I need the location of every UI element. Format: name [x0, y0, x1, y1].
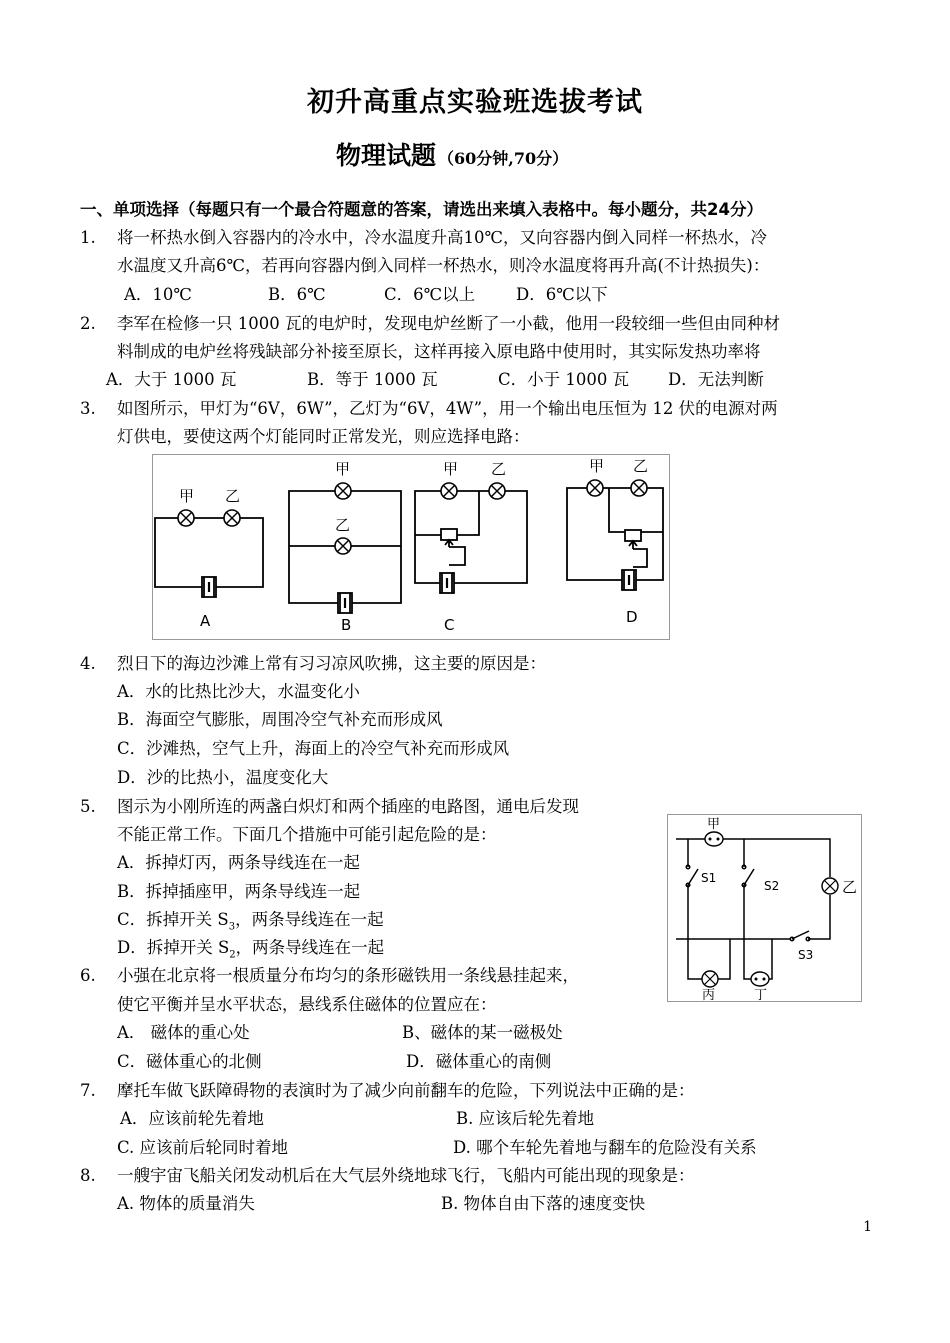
label-bing: 丙: [702, 988, 716, 1002]
q4-option-b: B．海面空气膨胀，周围冷空气补充而形成风: [117, 710, 443, 729]
q5-option-c-sub: 3: [228, 921, 236, 933]
q6-number: 6.: [80, 966, 96, 985]
label-s2: S2: [764, 879, 780, 893]
page-number: 1: [863, 1219, 872, 1235]
q2-line1: 李军在检修一只 1000 瓦的电炉时，发现电炉丝断了一小截，他用一段较细一些但由同种材: [117, 314, 780, 333]
q5-option-d-post: ，两条导线连在一起: [235, 938, 385, 957]
q5-wiring-figure: [667, 814, 862, 1002]
lamp-jia-icon: [335, 483, 351, 499]
q7-option-a: A．应该前轮先着地: [120, 1109, 264, 1128]
q5-option-d-pre: D．拆掉开关 S: [117, 938, 230, 957]
q6-option-d: D．磁体重心的南侧: [406, 1052, 552, 1071]
q3-line2: 灯供电，要使这两个灯能同时正常发光，则应选择电路：: [117, 427, 530, 446]
q2-option-b: B．等于 1000 瓦: [307, 370, 438, 389]
q5-number: 5.: [80, 797, 96, 816]
q1-option-d: D．6℃以下: [516, 285, 608, 304]
q5-line2: 不能正常工作。下面几个措施中可能引起危险的是：: [117, 825, 497, 844]
label-jia-c: 甲: [443, 460, 459, 478]
q7-option-d: D. 哪个车轮先着地与翻车的危险没有关系: [453, 1138, 757, 1157]
q5-option-c: [117, 908, 384, 939]
circuit-d: [567, 480, 663, 590]
q6-option-c: C．磁体重心的北侧: [117, 1052, 262, 1071]
q6-line1: 小强在北京将一根质量分布均匀的条形磁铁用一条线悬挂起来，: [117, 966, 579, 985]
label-a: A: [200, 612, 211, 630]
lamp-jia-icon: [587, 480, 603, 496]
exam-subtitle: [336, 136, 568, 172]
q1-line1: 将一杯热水倒入容器内的冷水中，冷水温度升高10℃，又向容器内倒入同样一杯热水，冷: [117, 228, 767, 247]
q2-number: 2.: [80, 314, 96, 333]
socket-ding-icon: [751, 972, 769, 986]
q2-option-c: C．小于 1000 瓦: [498, 370, 630, 389]
circuit-a: [155, 510, 263, 597]
battery-icon: [622, 570, 636, 590]
q3-number: 3.: [80, 399, 96, 418]
lamp-yi-icon: [631, 480, 647, 496]
q7-option-c: C. 应该前后轮同时着地: [117, 1138, 289, 1157]
label-yi: 乙: [842, 878, 858, 896]
circuit-b: [289, 483, 401, 613]
circuit-c: [415, 483, 527, 593]
label-jia-a: 甲: [179, 487, 195, 505]
q3-circuit-figure: [152, 454, 670, 640]
q5-line1: 图示为小刚所连的两盏白炽灯和两个插座的电路图，通电后发现: [117, 797, 579, 816]
subtitle-text: 物理试题: [336, 141, 437, 170]
label-yi-c: 乙: [491, 460, 507, 478]
battery-icon: [440, 573, 454, 593]
q4-number: 4.: [80, 654, 96, 673]
label-yi-d: 乙: [633, 457, 649, 475]
q5-option-c-pre: C．拆掉开关 S: [117, 910, 229, 929]
label-c: C: [444, 616, 455, 634]
label-s3: S3: [798, 948, 814, 962]
q2-line2: 料制成的电炉丝将残缺部分补接至原长，这样再接入原电路中使用时，其实际发热功率将: [117, 342, 761, 361]
q8-option-a: A. 物体的质量消失: [117, 1194, 255, 1213]
label-yi-a: 乙: [225, 487, 241, 505]
q5-option-b: B．拆掉插座甲，两条导线连一起: [117, 882, 361, 901]
q6-option-b: B、磁体的某一磁极处: [402, 1023, 563, 1042]
label-yi-b: 乙: [335, 516, 351, 534]
label-d: D: [626, 608, 638, 626]
lamp-yi-icon: [224, 510, 240, 526]
q8-number: 8.: [80, 1166, 96, 1185]
q6-option-a: A． 磁体的重心处: [117, 1023, 250, 1042]
q4-option-a: A．水的比热比沙大，水温变化小: [117, 682, 360, 701]
label-ding: 丁: [754, 988, 768, 1002]
q2-option-a: A．大于 1000 瓦: [106, 370, 237, 389]
label-jia: 甲: [707, 817, 721, 832]
q5-option-d: [117, 936, 384, 967]
lamp-bing-icon: [702, 971, 718, 987]
q8-option-b: B. 物体自由下落的速度变快: [441, 1194, 646, 1213]
label-jia-b: 甲: [335, 460, 351, 478]
q1-option-a: A．10℃: [124, 285, 192, 304]
lamp-yi-icon: [335, 538, 351, 554]
q1-line2: 水温度又升高6℃，若再向容器内倒入同样一杯热水，则冷水温度将再升高(不计热损失)：: [117, 256, 770, 275]
q1-number: 1.: [80, 228, 96, 247]
q7-number: 7.: [80, 1081, 96, 1100]
battery-icon: [338, 593, 352, 613]
q4-option-d: D．沙的比热小，温度变化大: [117, 768, 329, 787]
battery-icon: [202, 577, 216, 597]
lamp-yi-icon: [489, 483, 505, 499]
q4-option-c: C．沙滩热，空气上升，海面上的冷空气补充而形成风: [117, 739, 510, 758]
lamp-jia-icon: [178, 510, 194, 526]
section-heading: 一、单项选择（每题只有一个最合符题意的答案，请选出来填入表格中。每小题分，共24分）: [80, 200, 763, 219]
q7-line1: 摩托车做飞跃障碍物的表演时为了减少向前翻车的危险，下列说法中正确的是：: [117, 1081, 695, 1100]
q1-option-b: B．6℃: [268, 285, 326, 304]
q1-option-c: C．6℃以上: [384, 285, 476, 304]
q7-option-b: B. 应该后轮先着地: [456, 1109, 595, 1128]
q5-option-a: A．拆掉灯丙，两条导线连在一起: [117, 853, 360, 872]
q6-line2: 使它平衡并呈水平状态，悬线系住磁体的位置应在：: [117, 995, 497, 1014]
label-s1: S1: [701, 871, 717, 885]
subtitle-note: （60分钟,70分）: [438, 149, 569, 168]
exam-title: 初升高重点实验班选拔考试: [307, 87, 643, 118]
q4-line1: 烈日下的海边沙滩上常有习习凉风吹拂，这主要的原因是：: [117, 654, 546, 673]
label-b: B: [341, 616, 352, 634]
socket-jia-icon: [705, 832, 723, 846]
q8-line1: 一艘宇宙飞船关闭发动机后在大气层外绕地球飞行，飞船内可能出现的现象是：: [117, 1166, 695, 1185]
lamp-jia-icon: [441, 483, 457, 499]
label-jia-d: 甲: [589, 457, 605, 475]
q5-option-d-sub: 2: [229, 949, 236, 961]
q2-option-d: D．无法判断: [668, 370, 764, 389]
q5-option-c-post: ，两条导线连在一起: [235, 910, 384, 929]
lamp-yi-icon: [822, 878, 838, 894]
q3-line1: 如图所示，甲灯为“6V，6W”，乙灯为“6V，4W”，用一个输出电压恒为 12 伏的电源对两: [117, 399, 778, 418]
